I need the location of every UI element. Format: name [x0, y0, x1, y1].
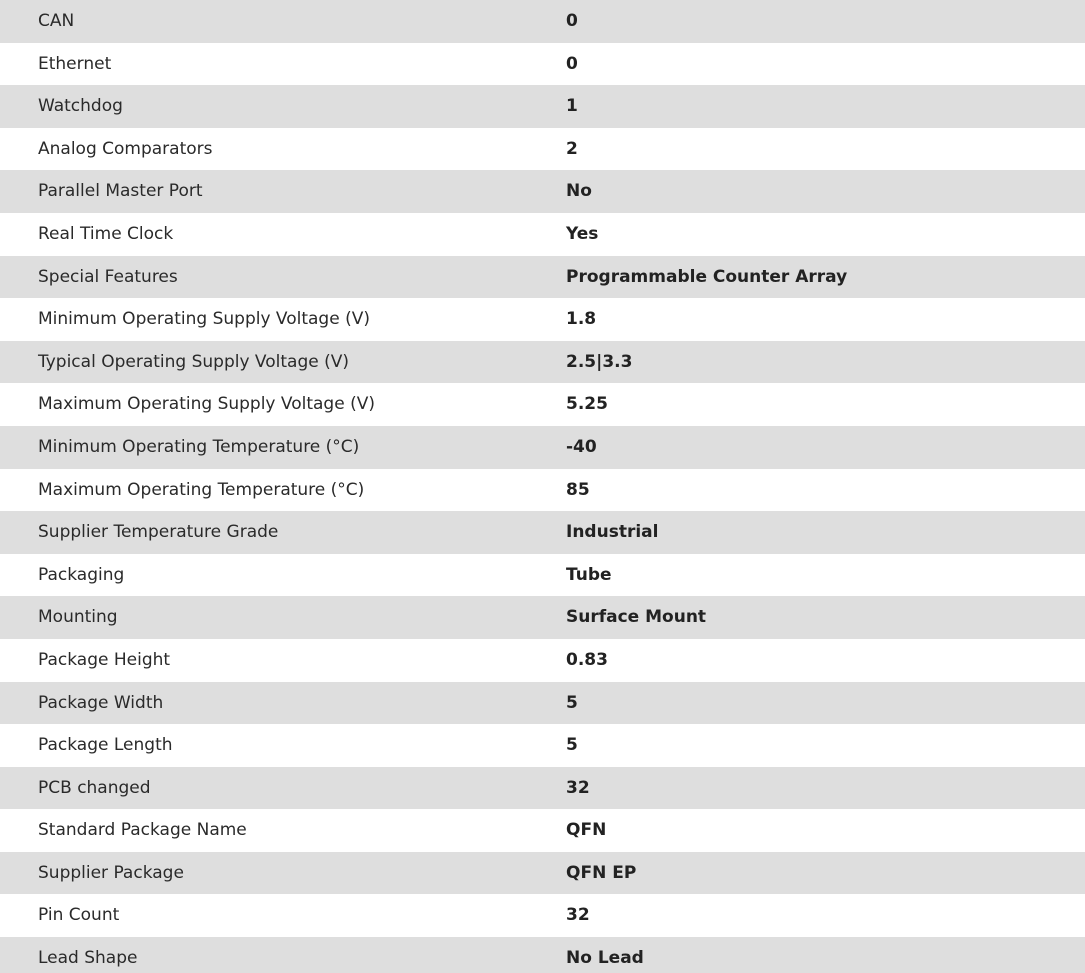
spec-value: QFN EP — [566, 862, 637, 883]
spec-row-mounting — [0, 596, 1085, 639]
spec-value: Yes — [566, 223, 599, 244]
spec-row-parallel-master-port — [0, 170, 1085, 213]
spec-value: Industrial — [566, 522, 659, 543]
spec-row-package-length — [0, 724, 1085, 767]
spec-label: Supplier Temperature Grade — [38, 522, 279, 543]
spec-row-package-width — [0, 682, 1085, 725]
spec-row-package-height — [0, 639, 1085, 682]
spec-row-analog-comparators — [0, 128, 1085, 171]
spec-row-watchdog — [0, 85, 1085, 128]
spec-value: 2.5|3.3 — [566, 351, 633, 372]
spec-label: Special Features — [38, 266, 178, 287]
spec-value: Programmable Counter Array — [566, 266, 848, 287]
spec-row-max-operating-temperature — [0, 469, 1085, 512]
spec-label: PCB changed — [38, 777, 151, 798]
spec-row-can — [0, 0, 1085, 43]
spec-value: 85 — [566, 479, 590, 500]
spec-label: Packaging — [38, 564, 125, 585]
spec-label: Maximum Operating Temperature (°C) — [38, 479, 365, 500]
spec-label: Supplier Package — [38, 862, 184, 883]
spec-row-packaging — [0, 554, 1085, 597]
spec-label: Pin Count — [38, 905, 120, 926]
spec-row-typical-supply-voltage — [0, 341, 1085, 384]
spec-row-min-operating-temperature — [0, 426, 1085, 469]
spec-value: 1 — [566, 96, 578, 117]
spec-value: -40 — [566, 436, 597, 457]
spec-value: No Lead — [566, 948, 644, 969]
spec-row-supplier-temperature-grade — [0, 511, 1085, 554]
spec-value: Surface Mount — [566, 607, 707, 628]
spec-row-real-time-clock — [0, 213, 1085, 256]
spec-value: 0.83 — [566, 649, 608, 670]
spec-label: Parallel Master Port — [38, 181, 203, 202]
spec-label: Package Width — [38, 692, 164, 713]
spec-value: 1.8 — [566, 309, 597, 330]
spec-label: Minimum Operating Temperature (°C) — [38, 436, 360, 457]
spec-value: 5 — [566, 692, 578, 713]
spec-label: Standard Package Name — [38, 820, 247, 841]
spec-label: Minimum Operating Supply Voltage (V) — [38, 309, 370, 330]
spec-row-supplier-package — [0, 852, 1085, 895]
spec-label: Package Height — [38, 649, 171, 670]
spec-label: Mounting — [38, 607, 118, 628]
spec-label: Ethernet — [38, 53, 112, 74]
spec-label: Package Length — [38, 735, 173, 756]
spec-value: QFN — [566, 820, 607, 841]
spec-row-pcb-changed — [0, 767, 1085, 810]
spec-value: 5 — [566, 735, 578, 756]
spec-value: 5.25 — [566, 394, 608, 415]
spec-row-ethernet — [0, 43, 1085, 86]
spec-label: Maximum Operating Supply Voltage (V) — [38, 394, 375, 415]
spec-value: 0 — [566, 53, 578, 74]
spec-row-standard-package-name — [0, 809, 1085, 852]
spec-label: Lead Shape — [38, 948, 138, 969]
spec-value: No — [566, 181, 592, 202]
spec-row-lead-shape — [0, 937, 1085, 973]
spec-label: Watchdog — [38, 96, 123, 117]
spec-value: Tube — [566, 564, 612, 585]
spec-row-min-supply-voltage — [0, 298, 1085, 341]
spec-label: Real Time Clock — [38, 223, 174, 244]
spec-label: Typical Operating Supply Voltage (V) — [38, 351, 349, 372]
spec-value: 32 — [566, 905, 590, 926]
spec-label: CAN — [38, 11, 75, 31]
spec-label: Analog Comparators — [38, 138, 213, 159]
spec-value: 0 — [566, 11, 578, 31]
spec-value: 2 — [566, 138, 578, 159]
spec-row-pin-count — [0, 894, 1085, 937]
spec-row-max-supply-voltage — [0, 383, 1085, 426]
spec-value: 32 — [566, 777, 590, 798]
spec-row-special-features — [0, 256, 1085, 299]
